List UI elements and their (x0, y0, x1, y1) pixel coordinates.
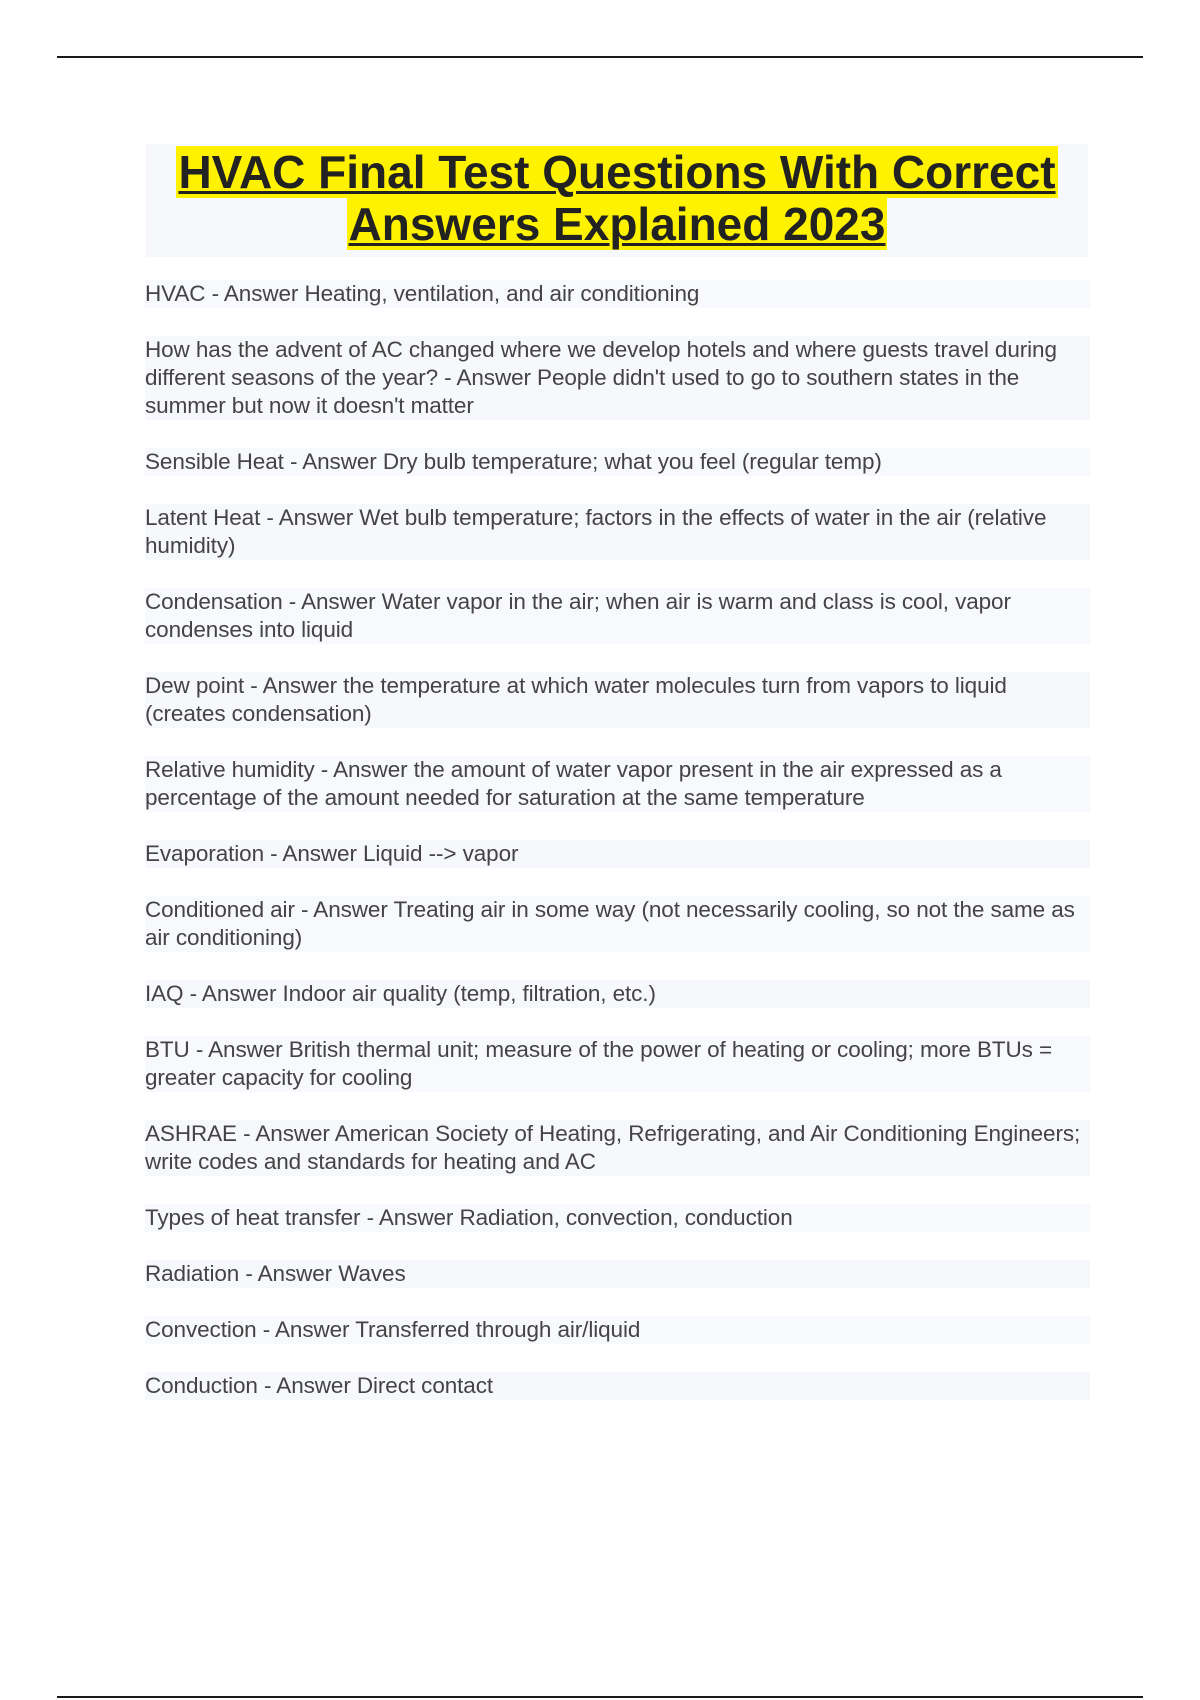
document-title (146, 144, 1088, 257)
title-line-2: Answers Explained 2023 (348, 198, 886, 250)
title-line-1: HVAC Final Test Questions With Correct (178, 146, 1056, 198)
qa-item: Sensible Heat - Answer Dry bulb temperature; what you feel (regular temp) (145, 448, 1090, 476)
qa-item: Conduction - Answer Direct contact (145, 1372, 1090, 1400)
qa-item: BTU - Answer British thermal unit; measure of the power of heating or cooling; more BTUs = greater capacity for cooling (145, 1036, 1090, 1092)
qa-item: IAQ - Answer Indoor air quality (temp, filtration, etc.) (145, 980, 1090, 1008)
qa-item: Types of heat transfer - Answer Radiation, convection, conduction (145, 1204, 1090, 1232)
qa-item: Relative humidity - Answer the amount of water vapor present in the air expressed as a percentage of the amount needed for saturation at the same temperature (145, 756, 1090, 812)
bottom-divider (57, 1696, 1143, 1698)
qa-item: Condensation - Answer Water vapor in the air; when air is warm and class is cool, vapor condenses into liquid (145, 588, 1090, 644)
qa-item: Convection - Answer Transferred through air/liquid (145, 1316, 1090, 1344)
top-divider (57, 56, 1143, 58)
qa-item: Evaporation - Answer Liquid --> vapor (145, 840, 1090, 868)
qa-item: Conditioned air - Answer Treating air in some way (not necessarily cooling, so not the same as air conditioning) (145, 896, 1090, 952)
qa-item: ASHRAE - Answer American Society of Heating, Refrigerating, and Air Conditioning Engineers; write codes and standards for heating and AC (145, 1120, 1090, 1176)
qa-item: Dew point - Answer the temperature at which water molecules turn from vapors to liquid (creates condensation) (145, 672, 1090, 728)
qa-item: How has the advent of AC changed where we develop hotels and where guests travel during different seasons of the year? - Answer People didn't used to go to southern states in the summer but now it doesn't matter (145, 336, 1090, 420)
qa-item: Latent Heat - Answer Wet bulb temperature; factors in the effects of water in the air (relative humidity) (145, 504, 1090, 560)
qa-item: HVAC - Answer Heating, ventilation, and air conditioning (145, 280, 1090, 308)
qa-list (145, 280, 1090, 1428)
qa-item: Radiation - Answer Waves (145, 1260, 1090, 1288)
